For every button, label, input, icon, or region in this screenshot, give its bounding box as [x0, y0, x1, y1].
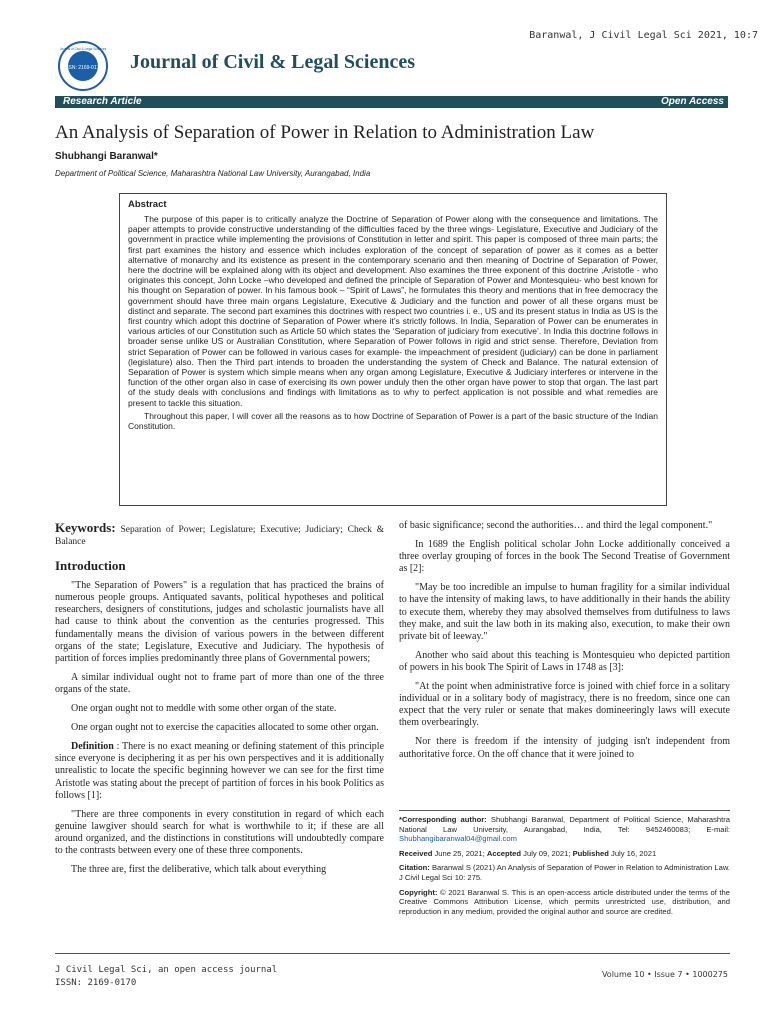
- right-column: [399, 520, 730, 768]
- citation-label: Citation:: [399, 863, 430, 873]
- citation: [399, 863, 730, 882]
- journal-logo: [57, 40, 109, 92]
- published-label: Published: [572, 848, 609, 858]
- intro-paragraph-7: The three are, first the deliberative, which talk about everything: [71, 864, 327, 876]
- citation-text: Baranwal S (2021) An Analysis of Separation of Power in Relation to Administration Law. J Civil Legal Sci 10: 275.: [399, 863, 730, 882]
- right-paragraph-5: Nor there is freedom if the intensity of judging isn't independent from authoritative force. On the off chance that it were joined to: [399, 736, 730, 760]
- dates: [399, 849, 730, 859]
- research-article-label: Research Article: [63, 96, 142, 107]
- header-citation: Baranwal, J Civil Legal Sci 2021, 10:7: [529, 30, 758, 41]
- definition-text: : There is no exact meaning or defining statement of this principle since everyone is deciphering it as per his own perspectives and it is additionally unrealistic to locate the specific beginning however we can see for the first time Aristotle was stating about the precept of partition of forces in his book Politics as follows [1]:: [55, 741, 385, 801]
- locke-paragraph: In 1689 the English political scholar John Locke additionally conceived a three overlay grouping of forces in the book The Second Treatise of Government as [2]:: [399, 539, 730, 575]
- corresponding-text: Shubhangi Baranwal, Department of Political Science, Maharashtra National Law University, Aurangabad, India, Tel: 9452460083; E-mail:: [399, 815, 730, 834]
- author: Shubhangi Baranwal*: [55, 151, 158, 162]
- keywords-text: Separation of Power; Legislature; Executive; Judiciary; Check & Balance: [55, 525, 384, 548]
- keywords-label: Keywords:: [55, 520, 116, 535]
- definition-label: Definition: [71, 741, 114, 753]
- definition-paragraph: [55, 741, 384, 801]
- corresponding-author: [399, 815, 730, 844]
- intro-paragraph-3: One organ ought not to meddle with some other organ of the state.: [71, 703, 337, 715]
- abstract-paragraph-2: Throughout this paper, I will cover all the reasons as to how Doctrine of Separation of Power is a part of the basic structure of the Indian Constitution.: [128, 410, 658, 432]
- intro-paragraph-2: A similar individual ought not to frame part of more than one of the three organs of the state.: [55, 671, 384, 695]
- intro-paragraph-4: One organ ought not to exercise the capacities allocated to some other organ.: [71, 722, 379, 734]
- copyright-text: © 2021 Baranwal S. This is an open-access article distributed under the terms of the Creative Commons Attribution License, which permits unrestricted use, distribution, and reproduction in any medium, provided the original author and source are credited.: [399, 887, 730, 916]
- logo-name: Journal of Civil & Legal Sciences: [59, 47, 107, 51]
- abstract-heading: Abstract: [128, 199, 167, 210]
- article-title: An Analysis of Separation of Power in Relation to Administration Law: [55, 122, 595, 143]
- locke-quote: "May be too incredible an impulse to human fragility for a similar individual to have the intensity of making laws, to have additionally in their hands the ability to execute them, whereby they may absolved themselves from dutifulness to laws they make, and suit the law both in its making also, execution, to make their own private bit of leeway.": [399, 582, 730, 642]
- footer-volume-issue: Volume 10 • Issue 7 • 1000275: [601, 970, 728, 979]
- copyright: [399, 888, 730, 917]
- journal-title: Journal of Civil & Legal Sciences: [130, 51, 415, 73]
- abstract-box: [119, 193, 667, 506]
- author-email-link[interactable]: Shubhangibaranwal04@gmail.com: [399, 834, 517, 844]
- abstract-paragraph-1: The purpose of this paper is to critically analyze the Doctrine of Separation of Power along with the consequence and limitations. The paper attempts to provide constructive understanding of the difficulties faced by the three wings- Legislature, Executive and Judiciary of the government in practice while implementing the provisions of Constitution in letter and spirit. This paper is composed of three main parts; the first part examines the history and essence which includes exploration of the concept of separation of power as it comes as a better alternative of monarchy and its existence as present in the contemporary scenario and then meaning of Doctrine of Separation of Power, here the doctrine will be explained along with its object and development. Also examines the three exponent of this doctrine ,Aristotle - who originates this concept, John Locke –who developed and defined the principle of Separation of Power and Montesquieu- who best known for his thought on Separation of power. In his famous book – “Spirit of Laws”, he formulates this theory and mentions that in free democracy the government should have three main organs Legislature, Executive & Judiciary and the function and power of all these organs must be distinct and separate. The second part examines this doctrines with respect two countries i. e., US and its present status in India as US is the first country which adopt this doctrine of Separation of Power where it’s strictly follows. In India, Separation of Power can be enumerates in various articles of our Constitution such as Article 50 which states the ‘Separation of judiciary from executive’. In India this doctrine follows in broader sense unlike US or Australian Constitution, where Separation of Power follows in rigid and strict sense. Therefore, Deviation from strict Separation of Power can be followed in various cases for example- the impeachment of president (judiciary) can be done in parliament (legislature) also. Then the Third part intends to broaden the understanding the system of Check and Balance. The natural extension of Separation of Power is system which simple means when any organ among Legislature, Executive & Judiciary interferes or intervene in the function of the other organ also in case of exercising its own power unduly then the other organ have power to stop that organ. The last part of the study deals with conclusions and findings with limitations as to why to perfect application is not possible and what remedies are present to tackle this situation.: [128, 214, 658, 408]
- received-label: Received: [399, 848, 433, 858]
- footer-divider: [55, 953, 730, 954]
- right-paragraph-0: of basic significance; second the authorities… and third the legal component.": [399, 520, 713, 531]
- keywords: [55, 520, 384, 548]
- affiliation: Department of Political Science, Maharashtra National Law University, Aurangabad, India: [55, 169, 371, 178]
- footer-journal-info: [55, 964, 277, 990]
- open-access-label: Open Access: [661, 96, 724, 107]
- footnotes: [399, 810, 730, 921]
- logo-issn: ISSN: 2169-0170: [63, 65, 103, 71]
- left-column: [55, 520, 384, 883]
- montesquieu-quote: "At the point when administrative force is joined with chief force in a solitary individual or in a solitary body of magistracy, there is no freedom, since one can expect that the very ruler or senate that makes domineeringly laws will execute them overbearingly.: [399, 681, 730, 729]
- copyright-label: Copyright:: [399, 887, 438, 897]
- introduction-heading: Introduction: [55, 558, 126, 574]
- received-date: June 25, 2021;: [434, 848, 485, 858]
- accepted-label: Accepted: [486, 848, 522, 858]
- aristotle-quote: "There are three components in every constitution in regard of which each genuine lawgiver should search for what is worthwhile to it; if these are all around organized, and the distinctions in constitutions will undoubtedly compare to the contrasts between every one of these three components.: [55, 808, 384, 856]
- accepted-date: July 09, 2021;: [523, 848, 571, 858]
- corresponding-label: *Corresponding author:: [399, 815, 487, 824]
- montesquieu-paragraph: Another who said about this teaching is Montesquieu who depicted partition of powers in his book The Spirit of Laws in 1748 as [3]:: [399, 649, 730, 673]
- footer-journal-line: J Civil Legal Sci, an open access journal: [55, 965, 278, 975]
- footer-issn: ISSN: 2169-0170: [55, 978, 137, 988]
- article-type-band: [55, 96, 728, 108]
- intro-paragraph-1: "The Separation of Powers" is a regulation that has practiced the brains of numerous people groups. Antiquated savants, political hypotheses and political researchers, designers of constitutions, judges and scholastic journalists have all had cause to think about the convention as the centuries progressed. This fundamentally means the division of various powers in the between different organs of the state; Legislature, Executive and Judiciary. The hypothesis of partition of forces implies predominantly three plans of Governmental powers;: [55, 580, 384, 664]
- published-date: July 16, 2021: [611, 848, 657, 858]
